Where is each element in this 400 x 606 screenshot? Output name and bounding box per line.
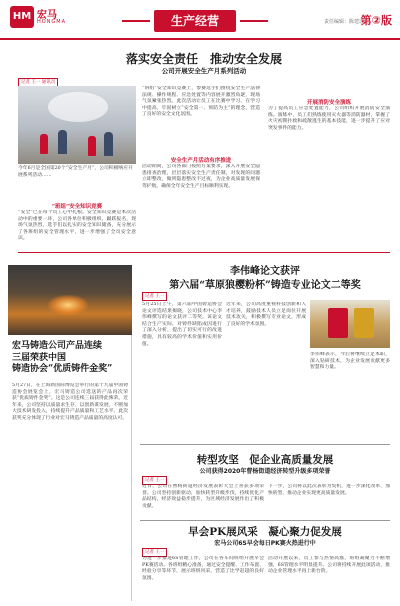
- molten-metal-glow: [48, 295, 88, 315]
- person-figure: [104, 132, 113, 156]
- left-title-line-2: 三届荣获中国: [12, 352, 67, 363]
- bottom-article-subtitle: 宏马公司6S早会每日PK赛火热进行中: [214, 540, 316, 547]
- subhead-drill: 开展消防安全演练: [306, 100, 351, 106]
- rule-mid: [140, 444, 390, 445]
- mid-article-byline: 记者 王一: [142, 476, 167, 485]
- mid-column-2: 下一步，公司将以此次表彰为契机，进一步深化改革、加快转型，推动企业实现更高质量发展。: [268, 484, 390, 496]
- person-figure: [58, 130, 67, 154]
- right-article-byline: 记者 王一: [142, 292, 167, 301]
- bottom-column-2: 活动开展以来，员工参与热情高涨，班组凝聚力不断增强，6S管理水平明显提升。公司将持续开展此项活动，推动企业管理水平再上新台阶。: [268, 556, 390, 575]
- extinguisher-icon: [88, 136, 96, 156]
- column-3: 活动期间，公司各部门按照方案要求，深入开展安全隐患排查治理，层层落实安全生产责任制，对发现的问题立即整改，做到隐患整改不过夜，为企业高质量发展保驾护航，确保全年安全生产目标顺利实现。: [142, 164, 260, 189]
- top-article-title: 落实安全责任 推动安全发展: [125, 52, 282, 66]
- section-title: 生产经营: [154, 10, 236, 32]
- certificate-shape: [354, 308, 374, 338]
- smoke-shape: [48, 92, 108, 122]
- top-article-subtitle: 公司开展安全生产月系列活动: [161, 67, 247, 75]
- mid-article-subtitle: 公司获得2020年曹杨街道经济转型升级多项荣誉: [199, 468, 331, 475]
- casting-photo: [8, 265, 132, 335]
- fire-drill-photo: [18, 86, 136, 164]
- bottom-article-byline: 记者 王一: [142, 548, 167, 557]
- bottom-article-title: 早会PK展风采 凝心聚力促发展: [188, 526, 342, 538]
- left-feature-body: 5月27日，在上海新国际博览会举行的第十九届中国铸造协会展览会上，宏马铸造公司选送的产品再次荣获“优质铸件金奖”。这是公司连续三届获得此殊荣。近年来，公司坚持以质量求生存、以创新谋发展，不断加大技术研发投入，持续提升产品质量和工艺水平。此次获奖充分体现了行业对宏马铸造产品质量的高度认可。: [12, 383, 128, 421]
- subhead-quiz: “班组”安全知识竞赛: [51, 204, 103, 210]
- subhead-progress: 安全生产月活动有序推进: [170, 158, 232, 164]
- editor-line: 责任编辑：陈建忠: [323, 19, 364, 25]
- column-1: “安全”已在每个员工心中扎根。安全知识竞赛是本次活动中的重要一环，公司各单位积极组织、踊跃报名，现场气氛热烈，选手们以扎实的安全知识储备，充分展示了各班组的安全管理水平，进一步增强了全员安全意识。: [18, 210, 136, 242]
- column-2: “班组”安全知识竞赛上，参赛选手们围绕安全生产法律法规、操作规程、应急处置等内容展开激烈角逐，现场气氛紧张热烈。此次活动让员工在比赛中学习、在学习中提高，牢固树立“安全第一、预防为主”的理念，营造了良好的安全文化氛围。: [142, 86, 260, 118]
- top-article: [18, 50, 390, 248]
- top-article-byline: 记者 王一 通讯员: [18, 78, 58, 87]
- right-column-1: 5月25日上午，第六届中国铸造协会论文评选结果揭晓，公司技术中心李伟峰撰写的论文获评二等奖。该论文结合生产实际，对铸件缺陷成因进行了深入分析，提出了切实可行的改进措施，具有较高的学术价值和实用价值。: [142, 302, 222, 347]
- section-divider: [18, 252, 390, 253]
- company-logo: HM: [10, 6, 34, 28]
- right-column-2: 近年来，公司高度重视科技创新和人才培养，鼓励技术人员立足岗位开展技术攻关，积极撰写专业论文，形成了良好的学术氛围。: [226, 302, 306, 327]
- column-4: 为了提高员工应急处置能力，公司组织开展消防安全演练。演练中，员工们熟练使用灭火器等消防器材，掌握了火灾初期扑救和疏散逃生的基本技能，进一步提升了应对突发事件的能力。: [268, 106, 390, 131]
- brand-sub: HONGMA: [37, 19, 67, 25]
- right-article-title-2: 第六届“草原狼樱粉杯”铸造专业论文二等奖: [169, 280, 361, 291]
- top-article-lead: 今年6月是全国第20个“安全生产月”，公司积极响应开展系列活动……: [18, 166, 133, 178]
- mid-article-title: 转型攻坚 促企业高质量发展: [196, 454, 334, 466]
- mid-column-1: 近日，公司在曹杨街道经济发展表彰大会上喜获多项荣誉。公司坚持创新驱动，加快转型升级步伐，持续优化产品结构，经济效益稳步提升，为区域经济发展作出了积极贡献。: [142, 484, 264, 509]
- award-photo: [310, 300, 390, 348]
- left-title-line-1: 宏马铸造公司产品连续: [12, 341, 103, 351]
- right-column-3: 李伟峰表示，今后将继续立足本职，深入钻研技术，为企业发展贡献更多智慧和力量。: [310, 352, 390, 371]
- left-title-line-3: 铸造协会“优质铸件金奖”: [12, 364, 113, 374]
- brand-name: 宏马: [37, 10, 57, 21]
- left-feature-title: [12, 341, 130, 376]
- masthead: [0, 0, 400, 40]
- left-feature: [8, 265, 132, 601]
- page-number: 第②版: [360, 14, 392, 27]
- right-article-title-1: 李伟峰论文获评: [230, 266, 300, 277]
- rule-bottom: [140, 520, 390, 521]
- bottom-column-1: 为进一步推进6S管理工作，公司在各车间班组开展早会PK赛活动。各班组精心准备，通过安全提醒、工作布置、经验分享等环节，展示班组风采，营造了比学赶超的良好氛围。: [142, 556, 264, 581]
- extinguisher-icon: [40, 134, 48, 154]
- certificate-shape: [328, 308, 348, 338]
